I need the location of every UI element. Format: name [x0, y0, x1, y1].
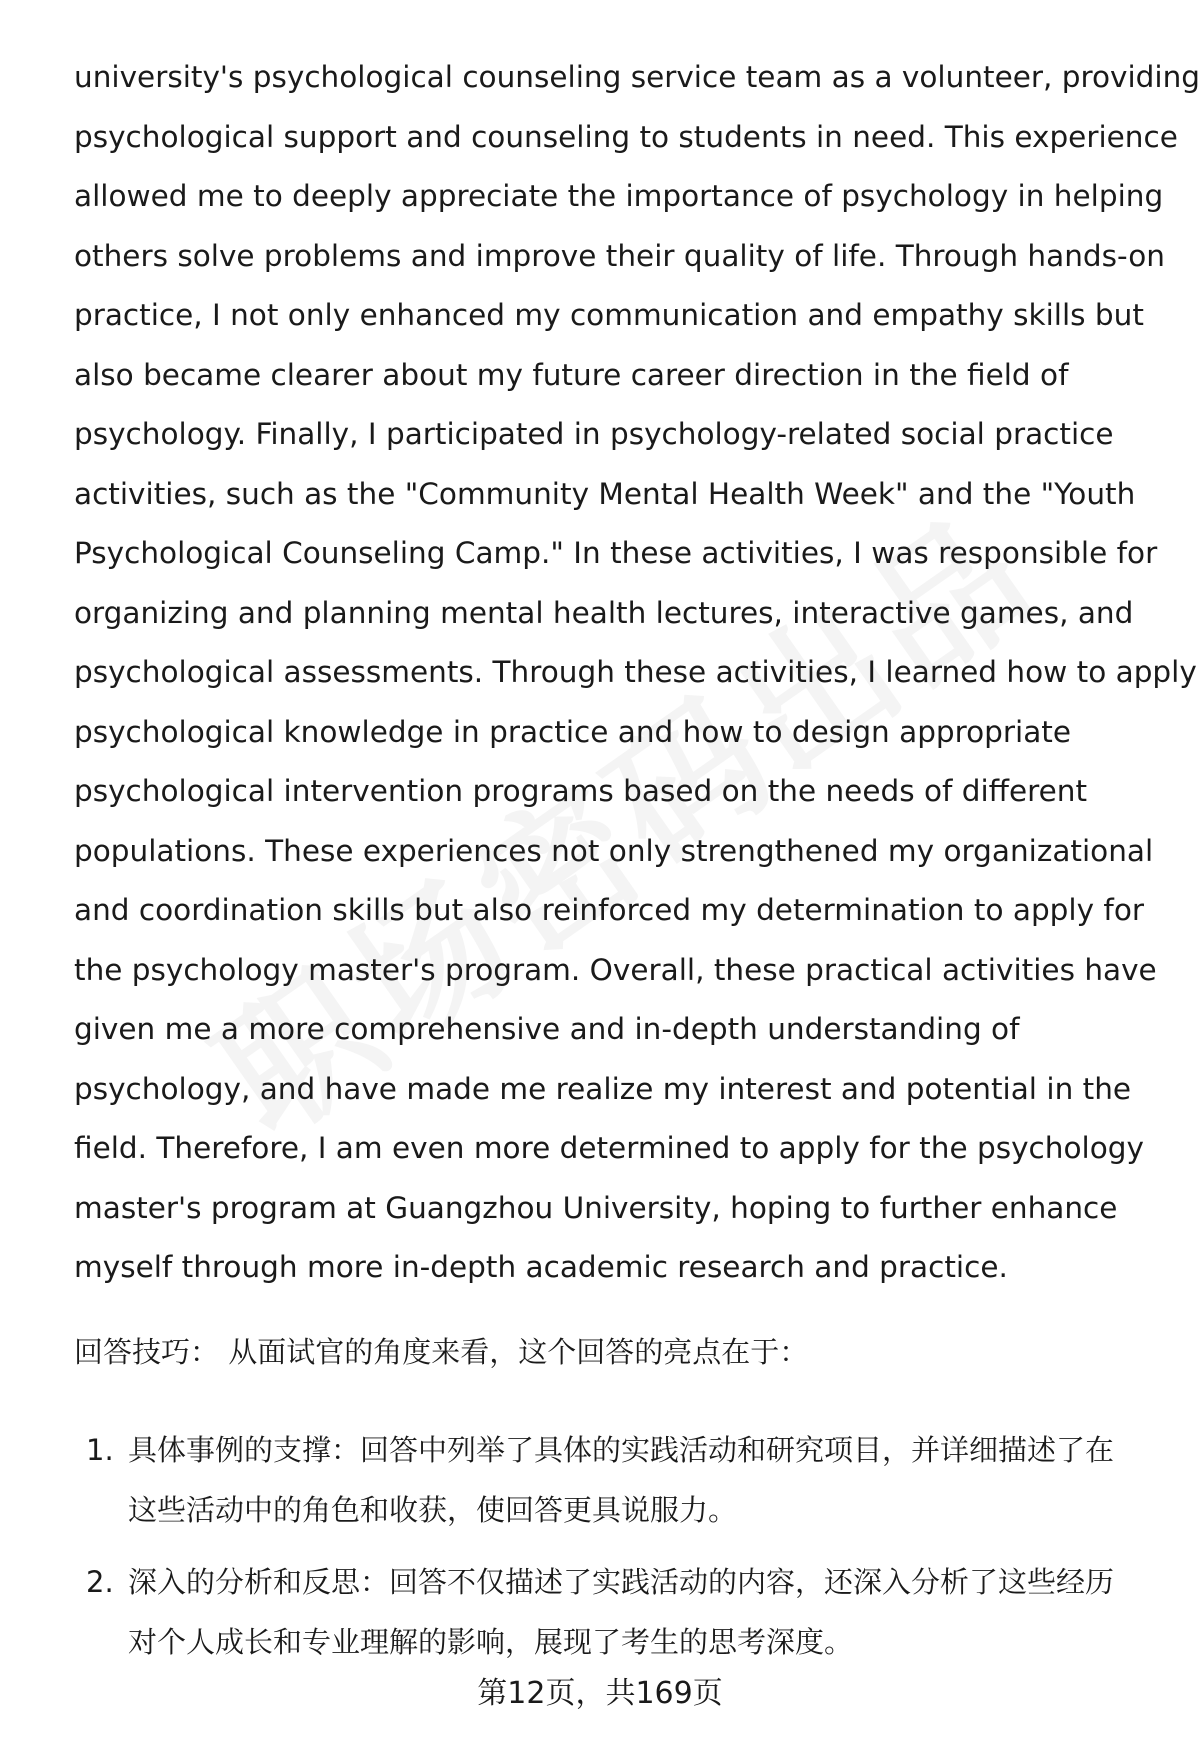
paragraph-line: others solve problems and improve their quality of life. Through hands-on — [74, 238, 1165, 273]
list-item-line: 具体事例的支撑：回答中列举了具体的实践活动和研究项目，并详细描述了在 — [128, 1433, 1115, 1467]
list-item — [86, 1420, 1166, 1540]
list-number: 1. — [86, 1433, 114, 1467]
paragraph-line: also became clearer about my future career direction in the field of — [74, 357, 1069, 392]
paragraph-line: field. Therefore, I am even more determined to apply for the psychology — [74, 1131, 1144, 1165]
paragraph-line: myself through more in-depth academic research and practice. — [74, 1250, 1008, 1284]
paragraph-line: given me a more comprehensive and in-depth understanding of — [74, 1012, 1020, 1046]
list-item-line: 深入的分析和反思：回答不仅描述了实践活动的内容，还深入分析了这些经历 — [128, 1565, 1115, 1599]
paragraph-line: the psychology master's program. Overall, these practical activities have — [74, 952, 1157, 987]
list-number: 2. — [86, 1565, 114, 1599]
paragraph-line: practice, I not only enhanced my communication and empathy skills but — [74, 298, 1144, 332]
paragraph-line: populations. These experiences not only strengthened my organizational — [74, 833, 1154, 868]
list-item-line: 对个人成长和专业理解的影响，展现了考生的思考深度。 — [128, 1625, 854, 1659]
paragraph-line: psychological support and counseling to students in need. This experience — [74, 119, 1178, 154]
paragraph-line: psychological knowledge in practice and how to design appropriate — [74, 714, 1072, 749]
highlights-list — [86, 1420, 1166, 1684]
paragraph-line: allowed me to deeply appreciate the importance of psychology in helping — [74, 179, 1164, 213]
paragraph-line: master's program at Guangzhou University, hoping to further enhance — [74, 1190, 1118, 1225]
paragraph-line: and coordination skills but also reinforced my determination to apply for — [74, 893, 1144, 927]
paragraph-line: psychological intervention programs based on the needs of different — [74, 774, 1088, 808]
paragraph-line: psychology, and have made me realize my interest and potential in the — [74, 1071, 1132, 1106]
tips-intro: 回答技巧： 从面试官的角度来看，这个回答的亮点在于： — [74, 1335, 809, 1369]
paragraph-line: Psychological Counseling Camp." In these activities, I was responsible for — [74, 536, 1158, 570]
paragraph-line: psychology. Finally, I participated in psychology-related social practice — [74, 417, 1114, 451]
paragraph-line: activities, such as the "Community Mental Health Week" and the "Youth — [74, 476, 1136, 511]
answer-paragraph — [74, 48, 1200, 1298]
page-number-footer: 第12页，共169页 — [477, 1676, 723, 1711]
paragraph-line: organizing and planning mental health lectures, interactive games, and — [74, 595, 1134, 630]
list-item-line: 这些活动中的角色和收获，使回答更具说服力。 — [128, 1493, 738, 1527]
list-item — [86, 1552, 1166, 1672]
paragraph-line: university's psychological counseling service team as a volunteer, providing — [74, 60, 1200, 94]
paragraph-line: psychological assessments. Through these activities, I learned how to apply — [74, 655, 1197, 689]
